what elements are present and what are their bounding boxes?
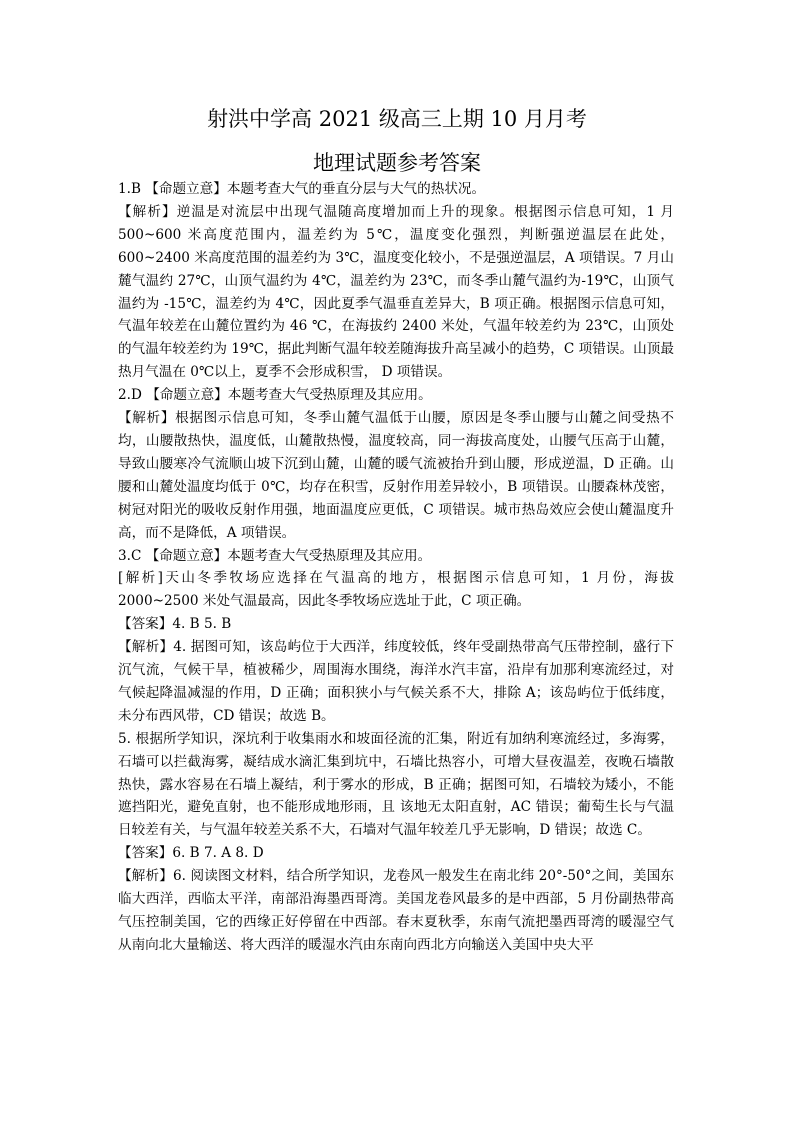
answer-3-heading: 3.C 【命题立意】本题考查大气受热原理及其应用。 [118, 547, 432, 564]
answer-6-8-key: 【答案】6. B 7. A 8. D [118, 845, 264, 862]
answer-4-5-key: 【答案】4. B 5. B [118, 616, 232, 633]
answer-content [118, 178, 674, 957]
document-subtitle: 地理试题参考答案 [313, 151, 481, 175]
answer-6-analysis: 【解析】6. 阅读图文材料，结合所学知识，龙卷风一般发生在南北纬 20°-50°之间，美国东临大西洋，西临太平洋，南部沿海墨西哥湾。美国龙卷风最多的是中西部，5 月份副热带高气压控制美国，它的西缘正好停留在中西部。春末夏秋季，东南气流把墨西哥湾的暖湿空气从南向北大量输送、将大西洋的暖湿水汽由东南向西北方向输送入美国中央大平 [118, 868, 674, 953]
answer-4-analysis: 【解析】4. 据图可知，该岛屿位于大西洋，纬度较低，终年受副热带高气压带控制，盛行下沉气流，气候干旱，植被稀少，周围海水围绕，海洋水汽丰富，沿岸有加那利寒流经过，对气候起降温减湿的作用，D 正确；面积狭小与气候关系不大，排除 A；该岛屿位于低纬度，未分布西风带，CD 错误；故选 B。 [118, 639, 674, 724]
answer-2-heading: 2.D 【命题立意】本题考查大气受热原理及其应用。 [118, 387, 432, 404]
answer-3-analysis: [解析]天山冬季牧场应选择在气温高的地方，根据图示信息可知，1 月份，海拔 2000~2500 米处气温最高，因此冬季牧场应选址于此，C 项正确。 [118, 570, 674, 610]
answer-5-analysis: 5. 根据所学知识，深坑利于收集雨水和坡面径流的汇集，附近有加纳利寒流经过，多海雾，石墙可以拦截海雾，凝结成水滴汇集到坑中，石墙比热容小，可增大昼夜温差，夜晚石墙散热快，露水容易在石墙上凝结，利于雾水的形成，B 正确；据图可知，石墙较为矮小，不能遮挡阳光，避免直射，也不能形成地形雨，且 该地无太阳直射，AC 错误；葡萄生长与气温日较差有关，与气温年较差关系不大，石墙对气温年较差几乎无影响，D 错误；故选 C。 [118, 730, 674, 839]
answer-1-heading: 1.B 【命题立意】本题考查大气的垂直分层与大气的热状况。 [118, 181, 486, 197]
answer-1-analysis: 【解析】逆温是对流层中出现气温随高度增加而上升的现象。根据图示信息可知，1 月 500~600 米高度范围内，温差约为 5℃，温度变化强烈，判断强逆温层在此处，600~2400 米高度范围的温差约为 3℃，温度变化较小，不是强逆温层，A 项错误。7 月山麓气温约 27℃，山顶气温约为 4℃，温差约为 23℃，而冬季山麓气温约为-19℃，山顶气温约为 -15℃，温差约为 4℃，因此夏季气温垂直差异大，B 项正确。根据图示信息可知，气温年较差在山麓位置约为 46 ℃，在海拔约 2400 米处，气温年较差约为 23℃，山顶处的气温年较差约为 19℃，据此判断气温年较差随海拔升高呈减小的趋势，C 项错误。山顶最热月气温在 0℃以上，夏季不会形成积雪， D 项错误。 [118, 203, 674, 381]
answer-2-analysis: 【解析】根据图示信息可知，冬季山麓气温低于山腰，原因是冬季山腰与山麓之间受热不均，山腰散热快，温度低，山麓散热慢，温度较高，同一海拔高度处，山腰气压高于山麓，导致山腰寒冷气流顺山坡下沉到山麓，山麓的暖气流被抬升到山腰，形成逆温，D 正确。山腰和山麓处温度均低于 0℃，均存在积雪，反射作用差异较小，B 项错误。山腰森林茂密，树冠对阳光的吸收反射作用强，地面温度应更低，C 项错误。城市热岛效应会使山麓温度升高，而不是降低，A 项错误。 [118, 410, 674, 541]
document-title: 射洪中学高 2021 级高三上期 10 月月考 [207, 107, 587, 131]
